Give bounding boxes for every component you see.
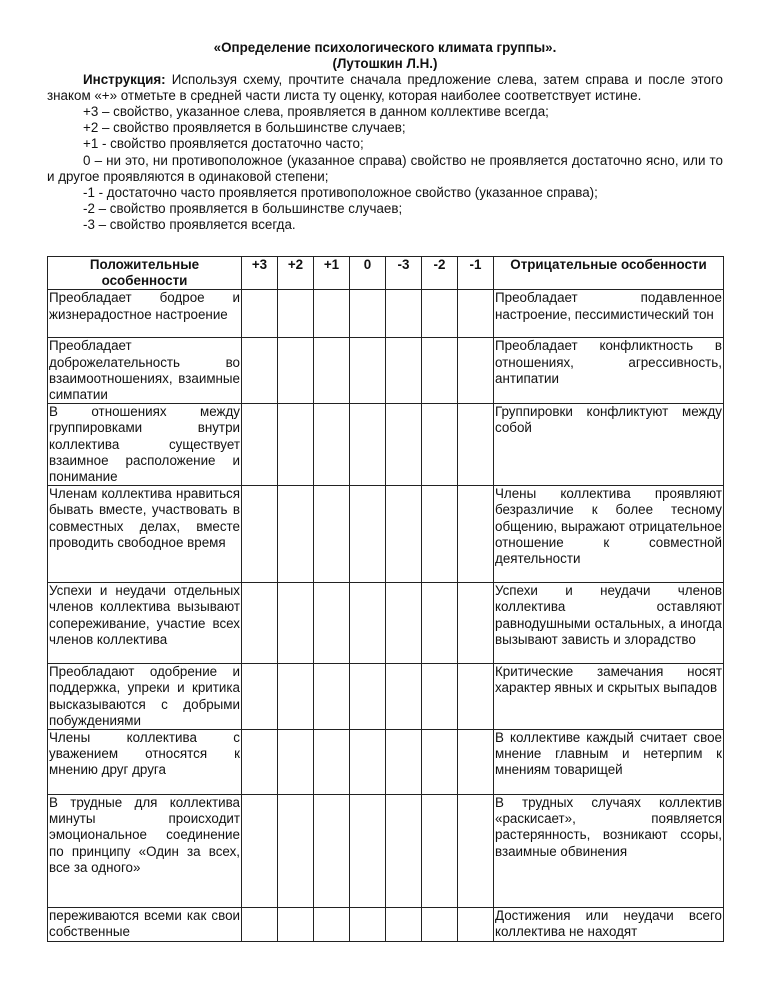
negative-trait-cell: Члены коллектива проявляют безразличие к более тесному общению, выражают отрицательное отношение к совместной деятельности xyxy=(494,486,724,583)
positive-trait-cell: Успехи и неудачи отдельных членов коллектива вызывают сопереживание, участие всех членов коллектива xyxy=(48,583,242,664)
score-cell[interactable] xyxy=(278,583,314,664)
climate-table xyxy=(47,256,724,942)
score-cell[interactable] xyxy=(422,404,458,486)
score-cell[interactable] xyxy=(350,664,386,730)
score-cell[interactable] xyxy=(278,404,314,486)
scale-line: +2 – свойство проявляется в большинстве случаев; xyxy=(83,120,406,136)
score-cell[interactable] xyxy=(422,338,458,404)
score-cell[interactable] xyxy=(278,338,314,404)
score-header: +2 xyxy=(278,257,314,290)
score-header: +3 xyxy=(242,257,278,290)
score-cell[interactable] xyxy=(458,908,494,942)
score-cell[interactable] xyxy=(242,583,278,664)
negative-trait-cell: Преобладает подавленное настроение, пессимистический тон xyxy=(494,290,724,338)
score-cell[interactable] xyxy=(458,664,494,730)
score-cell[interactable] xyxy=(458,290,494,338)
score-cell[interactable] xyxy=(242,290,278,338)
scale-line: 0 – ни это, ни противоположное (указанное справа) свойство не проявляется достаточно ясно, или то и другое проявляются в одинаковой степени; xyxy=(47,152,723,184)
score-cell[interactable] xyxy=(386,583,422,664)
negative-trait-cell: Достижения или неудачи всего коллектива не находят xyxy=(494,908,724,942)
scale-line: +1 - свойство проявляется достаточно часто; xyxy=(83,136,364,152)
positive-trait-cell: Преобладает доброжелательность во взаимоотношениях, взаимные симпатии xyxy=(49,338,240,403)
table-row xyxy=(48,404,724,486)
score-cell[interactable] xyxy=(278,290,314,338)
score-cell[interactable] xyxy=(242,338,278,404)
score-header: 0 xyxy=(350,257,386,290)
score-cell[interactable] xyxy=(314,795,350,908)
score-cell[interactable] xyxy=(458,486,494,583)
score-cell[interactable] xyxy=(314,583,350,664)
score-cell[interactable] xyxy=(386,730,422,795)
negative-trait-cell: В трудных случаях коллектив «раскисает», появляется растерянность, возникают ссоры, взаимные обвинения xyxy=(494,795,724,908)
score-cell[interactable] xyxy=(422,583,458,664)
score-cell[interactable] xyxy=(278,730,314,795)
score-cell[interactable] xyxy=(350,908,386,942)
score-cell[interactable] xyxy=(422,486,458,583)
score-cell[interactable] xyxy=(350,795,386,908)
score-cell[interactable] xyxy=(386,664,422,730)
score-cell[interactable] xyxy=(386,795,422,908)
score-cell[interactable] xyxy=(422,730,458,795)
scale-line: -3 – свойство проявляется всегда. xyxy=(83,217,296,233)
score-cell[interactable] xyxy=(278,486,314,583)
score-cell[interactable] xyxy=(350,338,386,404)
score-cell[interactable] xyxy=(422,290,458,338)
table-row xyxy=(48,486,724,583)
document-page xyxy=(47,40,723,940)
score-cell[interactable] xyxy=(458,583,494,664)
title-line-2: (Лутошкин Л.Н.) xyxy=(332,56,438,71)
score-cell[interactable] xyxy=(458,404,494,486)
score-header: -3 xyxy=(386,257,422,290)
score-cell[interactable] xyxy=(314,908,350,942)
score-cell[interactable] xyxy=(350,486,386,583)
right-column-header: Отрицательные особенности xyxy=(494,257,724,290)
positive-trait-cell: В трудные для коллектива минуты происходит эмоциональное соединение по принципу «Один за всех, все за одного» xyxy=(48,795,242,908)
score-cell[interactable] xyxy=(458,795,494,908)
score-cell[interactable] xyxy=(314,290,350,338)
score-header: +1 xyxy=(314,257,350,290)
scale-line: -1 - достаточно часто проявляется противоположное свойство (указанное справа); xyxy=(83,185,598,201)
instruction-label: Инструкция: xyxy=(83,72,166,87)
score-cell[interactable] xyxy=(278,795,314,908)
negative-trait-cell: Успехи и неудачи членов коллектива оставляют равнодушными остальных, а иногда вызывают зависть и злорадство xyxy=(494,583,724,664)
negative-trait-cell: В коллективе каждый считает свое мнение главным и нетерпим к мнениям товарищей xyxy=(494,730,724,795)
table-row xyxy=(48,290,724,338)
positive-trait-cell: В отношениях между группировками внутри коллектива существует взаимное расположение и понимание xyxy=(49,404,240,485)
score-cell[interactable] xyxy=(242,486,278,583)
score-cell[interactable] xyxy=(386,404,422,486)
score-cell[interactable] xyxy=(314,338,350,404)
score-cell[interactable] xyxy=(458,338,494,404)
title-line-1: «Определение психологического климата группы». xyxy=(213,40,557,55)
instruction-paragraph xyxy=(47,72,723,104)
instruction-text: Используя схему, прочтите сначала предложение слева, затем справа и после этого знаком «+» отметьте в средней части листа ту оценку, которая наиболее соответствует истине. xyxy=(47,72,723,103)
table-row xyxy=(48,664,724,730)
positive-trait-cell: Преобладает бодрое и жизнерадостное настроение xyxy=(48,290,242,338)
score-cell[interactable] xyxy=(242,404,278,486)
score-cell[interactable] xyxy=(422,664,458,730)
score-cell[interactable] xyxy=(350,404,386,486)
score-cell[interactable] xyxy=(350,583,386,664)
score-cell[interactable] xyxy=(278,664,314,730)
table-row xyxy=(48,908,724,942)
positive-trait-cell: Члены коллектива с уважением относятся к мнению друг друга xyxy=(48,730,242,795)
table-row xyxy=(48,583,724,664)
score-cell[interactable] xyxy=(350,290,386,338)
score-cell[interactable] xyxy=(242,664,278,730)
score-cell[interactable] xyxy=(242,908,278,942)
table-header-row xyxy=(48,257,724,290)
scale-line: -2 – свойство проявляется в большинстве случаев; xyxy=(83,201,403,217)
score-cell[interactable] xyxy=(242,795,278,908)
score-header: -2 xyxy=(422,257,458,290)
score-cell[interactable] xyxy=(386,486,422,583)
score-cell[interactable] xyxy=(314,404,350,486)
positive-trait-cell: Членам коллектива нравиться бывать вместе, участвовать в совместных делах, вместе проводить свободное время xyxy=(48,486,242,583)
score-cell[interactable] xyxy=(314,664,350,730)
score-cell[interactable] xyxy=(278,908,314,942)
table-row xyxy=(48,795,724,908)
score-cell[interactable] xyxy=(386,338,422,404)
negative-trait-cell: Преобладает конфликтность в отношениях, агрессивность, антипатии xyxy=(494,338,724,404)
table-row xyxy=(48,730,724,795)
table-row xyxy=(48,338,724,404)
score-cell[interactable] xyxy=(458,730,494,795)
score-cell[interactable] xyxy=(422,795,458,908)
negative-trait-cell: Группировки конфликтуют между собой xyxy=(494,404,724,486)
score-cell[interactable] xyxy=(314,730,350,795)
score-cell[interactable] xyxy=(314,486,350,583)
left-column-header: Положительные особенности xyxy=(48,257,242,290)
scale-line: +3 – свойство, указанное слева, проявляется в данном коллективе всегда; xyxy=(83,104,549,119)
positive-trait-cell: переживаются всеми как свои собственные xyxy=(48,908,242,942)
score-cell[interactable] xyxy=(242,730,278,795)
score-header: -1 xyxy=(458,257,494,290)
positive-trait-cell: Преобладают одобрение и поддержка, упреки и критика высказываются с добрыми побуждениями xyxy=(49,664,240,728)
score-cell[interactable] xyxy=(386,908,422,942)
negative-trait-cell: Критические замечания носят характер явных и скрытых выпадов xyxy=(494,664,724,730)
score-cell[interactable] xyxy=(350,730,386,795)
score-cell[interactable] xyxy=(386,290,422,338)
score-cell[interactable] xyxy=(422,908,458,942)
